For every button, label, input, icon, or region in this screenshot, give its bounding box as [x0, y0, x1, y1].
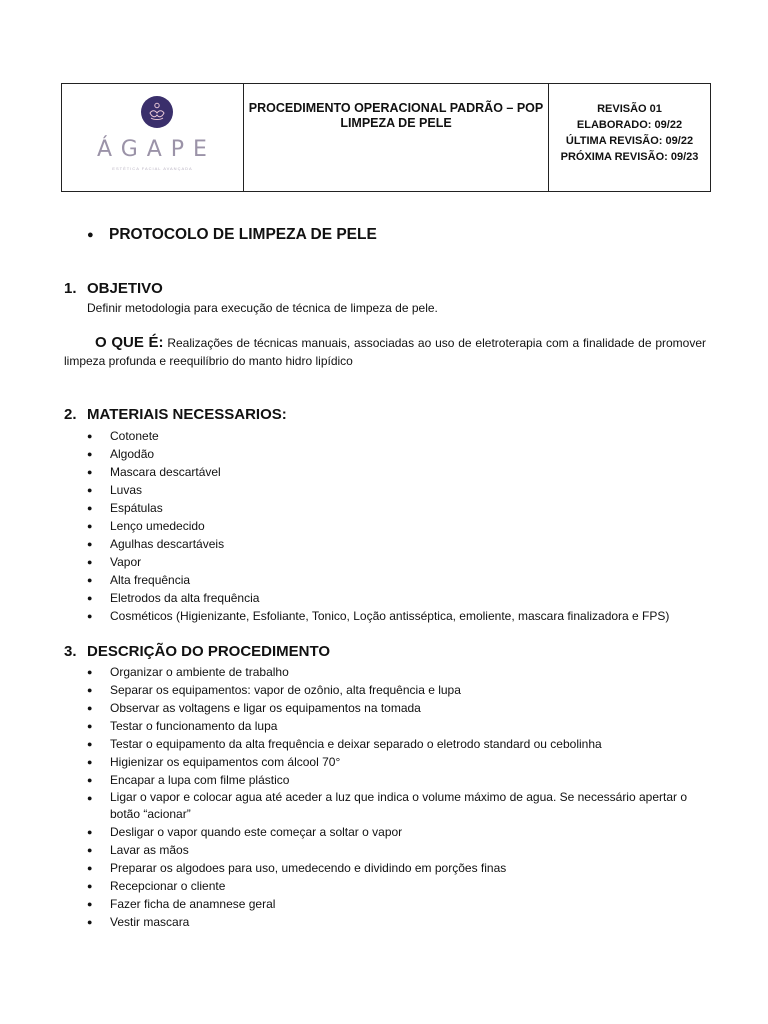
list-item: ● Agulhas descartáveis — [87, 537, 225, 551]
materials-list — [87, 427, 712, 625]
objetivo-text: Definir metodologia para execução de técnica de limpeza de pele. — [87, 301, 438, 315]
list-item: ● Desligar o vapor quando este começar a soltar o vapor — [87, 825, 403, 839]
list-item: ● Cotonete — [87, 429, 159, 443]
section-number: 3. — [64, 643, 77, 660]
revision-number: REVISÃO 01 — [597, 103, 662, 115]
list-item: ● Algodão — [87, 447, 155, 461]
list-item: ● Testar o equipamento da alta frequência e deixar separado o eletrodo standard ou cebolinha — [87, 737, 602, 751]
section-number: 1. — [64, 280, 77, 297]
list-item: ● Mascara descartável — [87, 465, 221, 479]
list-item: ● Observar as voltagens e ligar os equipamentos na tomada — [87, 701, 421, 715]
bullet-icon: ● — [87, 757, 93, 767]
oque-label: O QUE É: — [95, 334, 164, 351]
bullet-icon: ● — [87, 575, 93, 585]
list-item: ● Separar os equipamentos: vapor de ozônio, alta frequência e lupa — [87, 683, 461, 697]
bullet-icon: ● — [87, 449, 93, 459]
header-table — [61, 83, 711, 192]
bullet-icon: ● — [87, 539, 93, 549]
list-item: ● Eletrodos da alta frequência — [87, 591, 260, 605]
section-title: DESCRIÇÃO DO PROCEDIMENTO — [87, 643, 331, 660]
bullet-icon: ● — [87, 863, 93, 873]
section-title: OBJETIVO — [87, 280, 163, 297]
revision-cell — [549, 84, 710, 191]
list-item: ● Espátulas — [87, 501, 163, 515]
document-title: PROCEDIMENTO OPERACIONAL PADRÃO – POP — [248, 101, 544, 115]
section-number: 2. — [64, 406, 77, 423]
section-materiais-heading — [64, 406, 287, 423]
bullet-icon: ● — [87, 485, 93, 495]
lotus-logo-icon — [141, 96, 173, 128]
bullet-icon: ● — [87, 899, 93, 909]
protocol-title: PROTOCOLO DE LIMPEZA DE PELE — [109, 226, 377, 243]
bullet-icon: ● — [87, 467, 93, 477]
last-revision-date: ÚLTIMA REVISÃO: 09/22 — [565, 135, 694, 147]
list-item: ● Fazer ficha de anamnese geral — [87, 897, 276, 911]
document-subtitle: LIMPEZA DE PELE — [340, 116, 452, 130]
bullet-icon: ● — [87, 593, 93, 603]
bullet-icon: ● — [87, 557, 93, 567]
list-item: ● Ligar o vapor e colocar agua até aceder a luz que indica o volume máximo de agua. Se necessário apertar o botão “acionar” — [87, 790, 688, 821]
bullet-icon: ● — [87, 685, 93, 695]
bullet-icon: ● — [87, 667, 93, 677]
bullet-icon: ● — [87, 503, 93, 513]
logo-cell — [62, 84, 244, 191]
bullet-icon: ● — [87, 431, 93, 441]
list-item: ● Luvas — [87, 483, 143, 497]
bullet-icon: ● — [87, 721, 93, 731]
list-item: ● Testar o funcionamento da lupa — [87, 719, 278, 733]
list-item: ● Alta frequência — [87, 573, 191, 587]
procedure-list — [87, 663, 712, 931]
section-descricao-heading — [64, 643, 330, 660]
oque-paragraph — [64, 334, 706, 370]
list-item: ● Recepcionar o cliente — [87, 879, 226, 893]
section-title: MATERIAIS NECESSARIOS: — [87, 406, 287, 423]
protocol-heading — [87, 226, 377, 244]
list-item: ● Lenço umedecido — [87, 519, 205, 533]
bullet-icon: ● — [87, 228, 94, 241]
section-objetivo-heading — [64, 280, 163, 297]
elaborated-date: ELABORADO: 09/22 — [576, 119, 683, 131]
list-item: ● Vestir mascara — [87, 915, 190, 929]
next-revision-date: PRÓXIMA REVISÃO: 09/23 — [560, 151, 699, 163]
bullet-icon: ● — [87, 521, 93, 531]
bullet-icon: ● — [87, 775, 93, 785]
list-item: ● Vapor — [87, 555, 142, 569]
list-item: ● Preparar os algodoes para uso, umedecendo e dividindo em porções finas — [87, 861, 507, 875]
title-cell — [244, 84, 549, 191]
bullet-icon: ● — [87, 881, 93, 891]
bullet-icon: ● — [87, 611, 93, 621]
bullet-icon: ● — [87, 703, 93, 713]
list-item: ● Cosméticos (Higienizante, Esfoliante, Tonico, Loção antisséptica, emoliente, mascara finalizadora e FPS) — [87, 609, 670, 623]
bullet-icon: ● — [87, 845, 93, 855]
list-item: ● Higienizar os equipamentos com álcool 70° — [87, 755, 341, 769]
bullet-icon: ● — [87, 827, 93, 837]
bullet-icon: ● — [87, 739, 93, 749]
list-item: ● Lavar as mãos — [87, 843, 189, 857]
oque-text: Realizações de técnicas manuais, associadas ao uso de eletroterapia com a finalidade de promover limpeza profunda e reequilíbrio do manto hidro lipídico — [64, 336, 707, 368]
bullet-icon: ● — [87, 793, 93, 803]
list-item: ● Organizar o ambiente de trabalho — [87, 665, 289, 679]
list-item: ● Encapar a lupa com filme plástico — [87, 773, 290, 787]
logo-wordmark: ÁGAPE — [97, 137, 216, 162]
logo-tagline: ESTÉTICA FACIAL AVANÇADA — [112, 166, 193, 171]
bullet-icon: ● — [87, 917, 93, 927]
